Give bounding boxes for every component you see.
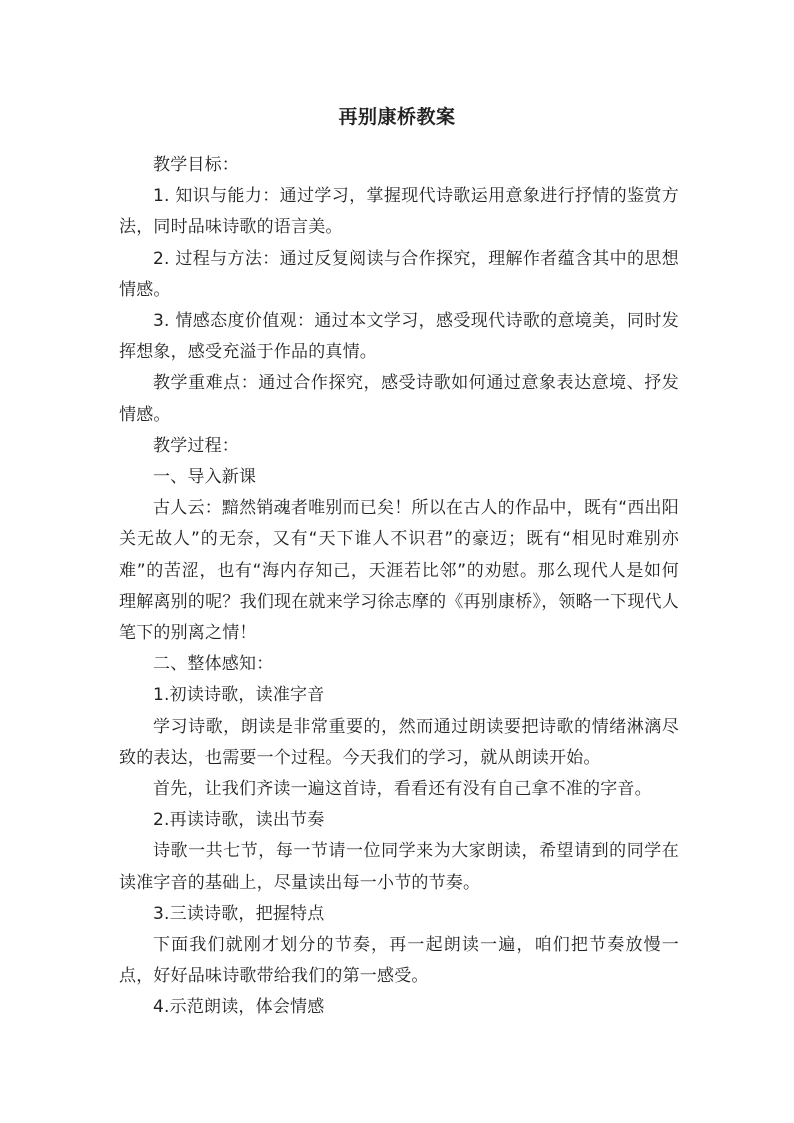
section-heading-teaching-process: 教学过程： xyxy=(153,435,239,456)
second-reading-paragraph: 诗歌一共七节，每一节请一位同学来为大家朗读，希望请到的同学在读准字音的基础上，尽量读出每一小节的节奏。 xyxy=(119,841,679,893)
subheading-overall-perception: 二、整体感知： xyxy=(153,654,274,675)
document-title: 再别康桥教案 xyxy=(338,106,456,128)
third-reading-paragraph: 下面我们就刚才划分的节奏，再一起朗读一遍，咱们把节奏放慢一点，好好品味诗歌带给我们的第一感受。 xyxy=(119,935,679,987)
step-third-reading: 3.三读诗歌，把握特点 xyxy=(153,903,325,924)
goal-knowledge-ability: 1. 知识与能力：通过学习，掌握现代诗歌运用意象进行抒情的鉴赏方法，同时品味诗歌的语言美。 xyxy=(119,186,679,238)
introduction-paragraph: 古人云：黯然销魂者唯别而已矣！所以在古人的作品中，既有“西出阳关无故人”的无奈，又有“天下谁人不识君”的豪迈；既有“相见时难别亦难”的苦涩，也有“海内存知己，天涯若比邻”的劝慰。那么现代人是如何理解离别的呢？我们现在就来学习徐志摩的《再别康桥》，领略一下现代人笔下的别离之情！ xyxy=(119,498,679,644)
subheading-introduction: 一、导入新课 xyxy=(153,467,257,488)
goal-process-method: 2. 过程与方法：通过反复阅读与合作探究，理解作者蕴含其中的思想情感。 xyxy=(119,248,679,300)
goal-emotion-values: 3. 情感态度价值观：通过本文学习，感受现代诗歌的意境美，同时发挥想象，感受充溢于作品的真情。 xyxy=(119,311,679,363)
document-body xyxy=(119,150,679,1024)
first-reading-paragraph: 学习诗歌，朗读是非常重要的，然而通过朗读要把诗歌的情绪淋漓尽致的表达，也需要一个过程。今天我们的学习，就从朗读开始。 xyxy=(119,716,679,768)
step-demonstration-reading: 4.示范朗读，体会情感 xyxy=(153,997,325,1018)
section-heading-teaching-goals: 教学目标： xyxy=(153,155,239,175)
step-first-reading: 1.初读诗歌，读准字音 xyxy=(153,685,325,706)
first-reading-instruction: 首先，让我们齐读一遍这首诗，看看还有没有自己拿不准的字音。 xyxy=(153,779,652,800)
key-difficult-points: 教学重难点：通过合作探究，感受诗歌如何通过意象表达意境、抒发情感。 xyxy=(119,373,679,425)
step-second-reading: 2.再读诗歌，读出节奏 xyxy=(153,810,325,831)
